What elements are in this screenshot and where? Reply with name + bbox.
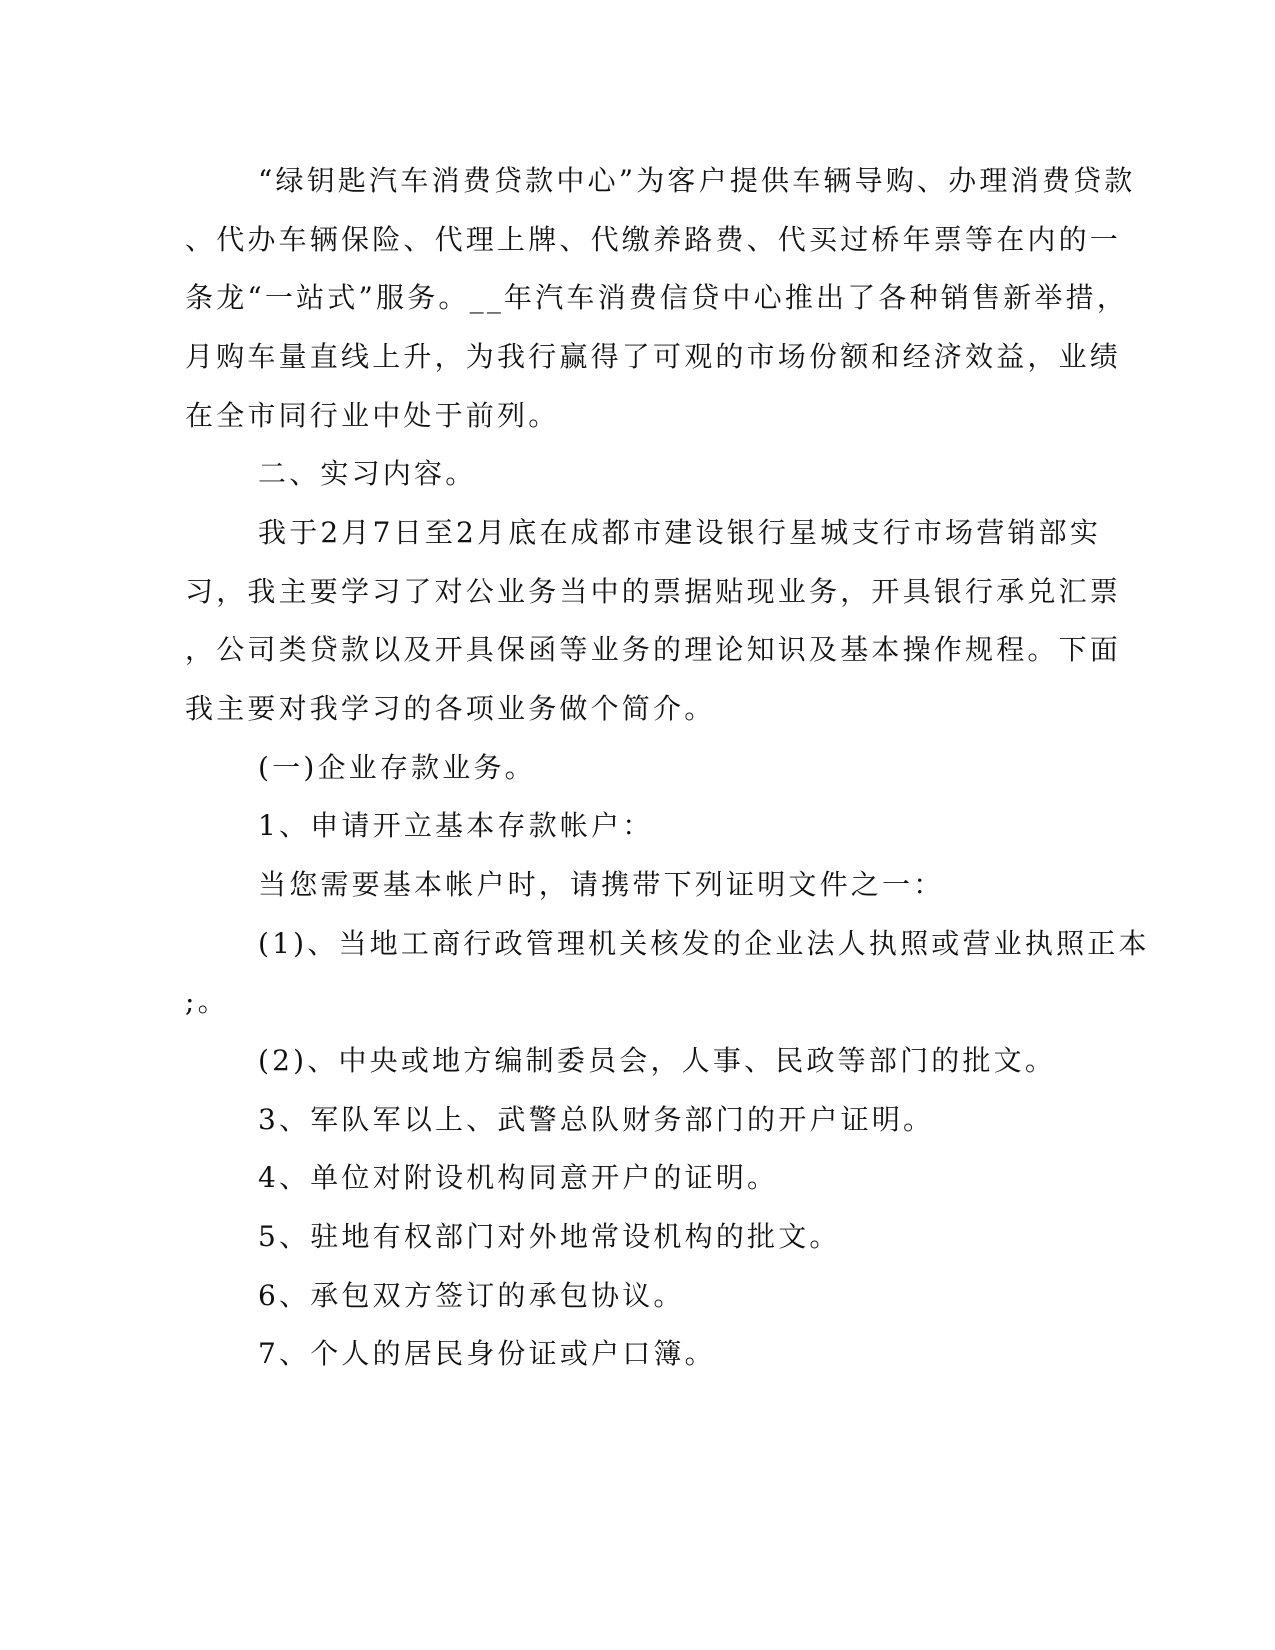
subsection-heading: (一)企业存款业务。	[258, 751, 536, 784]
section-heading: 二、实习内容。	[258, 457, 477, 490]
list-item: 1、申请开立基本存款帐户：	[258, 809, 654, 842]
paragraph-line: ，公司类贷款以及开具保函等业务的理论知识及基本操作规程。下面	[185, 633, 1122, 666]
paragraph-line: 月购车量直线上升，为我行赢得了可观的市场份额和经济效益，业绩	[185, 340, 1122, 373]
paragraph-line: 我于2月7日至2月底在成都市建设银行星城支行市场营销部实	[258, 516, 1102, 549]
list-item-continuation: ;。	[185, 985, 229, 1018]
paragraph-line: 、代办车辆保险、代理上牌、代缴养路费、代买过桥年票等在内的一	[185, 223, 1122, 256]
paragraph-line: 条龙“一站式”服务。__年汽车消费信贷中心推出了各种销售新举措，	[185, 281, 1129, 314]
paragraph-line: “绿钥匙汽车消费贷款中心”为客户提供车辆导购、办理消费贷款	[258, 164, 1136, 197]
paragraph-line: 我主要对我学习的各项业务做个简介。	[185, 692, 716, 725]
paragraph-line: 在全市同行业中处于前列。	[185, 399, 560, 432]
list-item: 5、驻地有权部门对外地常设机构的批文。	[258, 1220, 841, 1253]
paragraph-line: 当您需要基本帐户时，请携带下列证明文件之一：	[258, 868, 945, 901]
list-item: 4、单位对附设机构同意开户的证明。	[258, 1161, 779, 1194]
list-item: (2)、中央或地方编制委员会，人事、民政等部门的批文。	[258, 1044, 1057, 1077]
list-item: 6、承包双方签订的承包协议。	[258, 1279, 685, 1312]
list-item: 7、个人的居民身份证或户口簿。	[258, 1337, 716, 1370]
list-item: 3、军队军以上、武警总队财务部门的开户证明。	[258, 1103, 935, 1136]
paragraph-line: 习，我主要学习了对公业务当中的票据贴现业务，开具银行承兑汇票	[185, 575, 1122, 608]
list-item: (1)、当地工商行政管理机关核发的企业法人执照或营业执照正本	[258, 927, 1150, 960]
